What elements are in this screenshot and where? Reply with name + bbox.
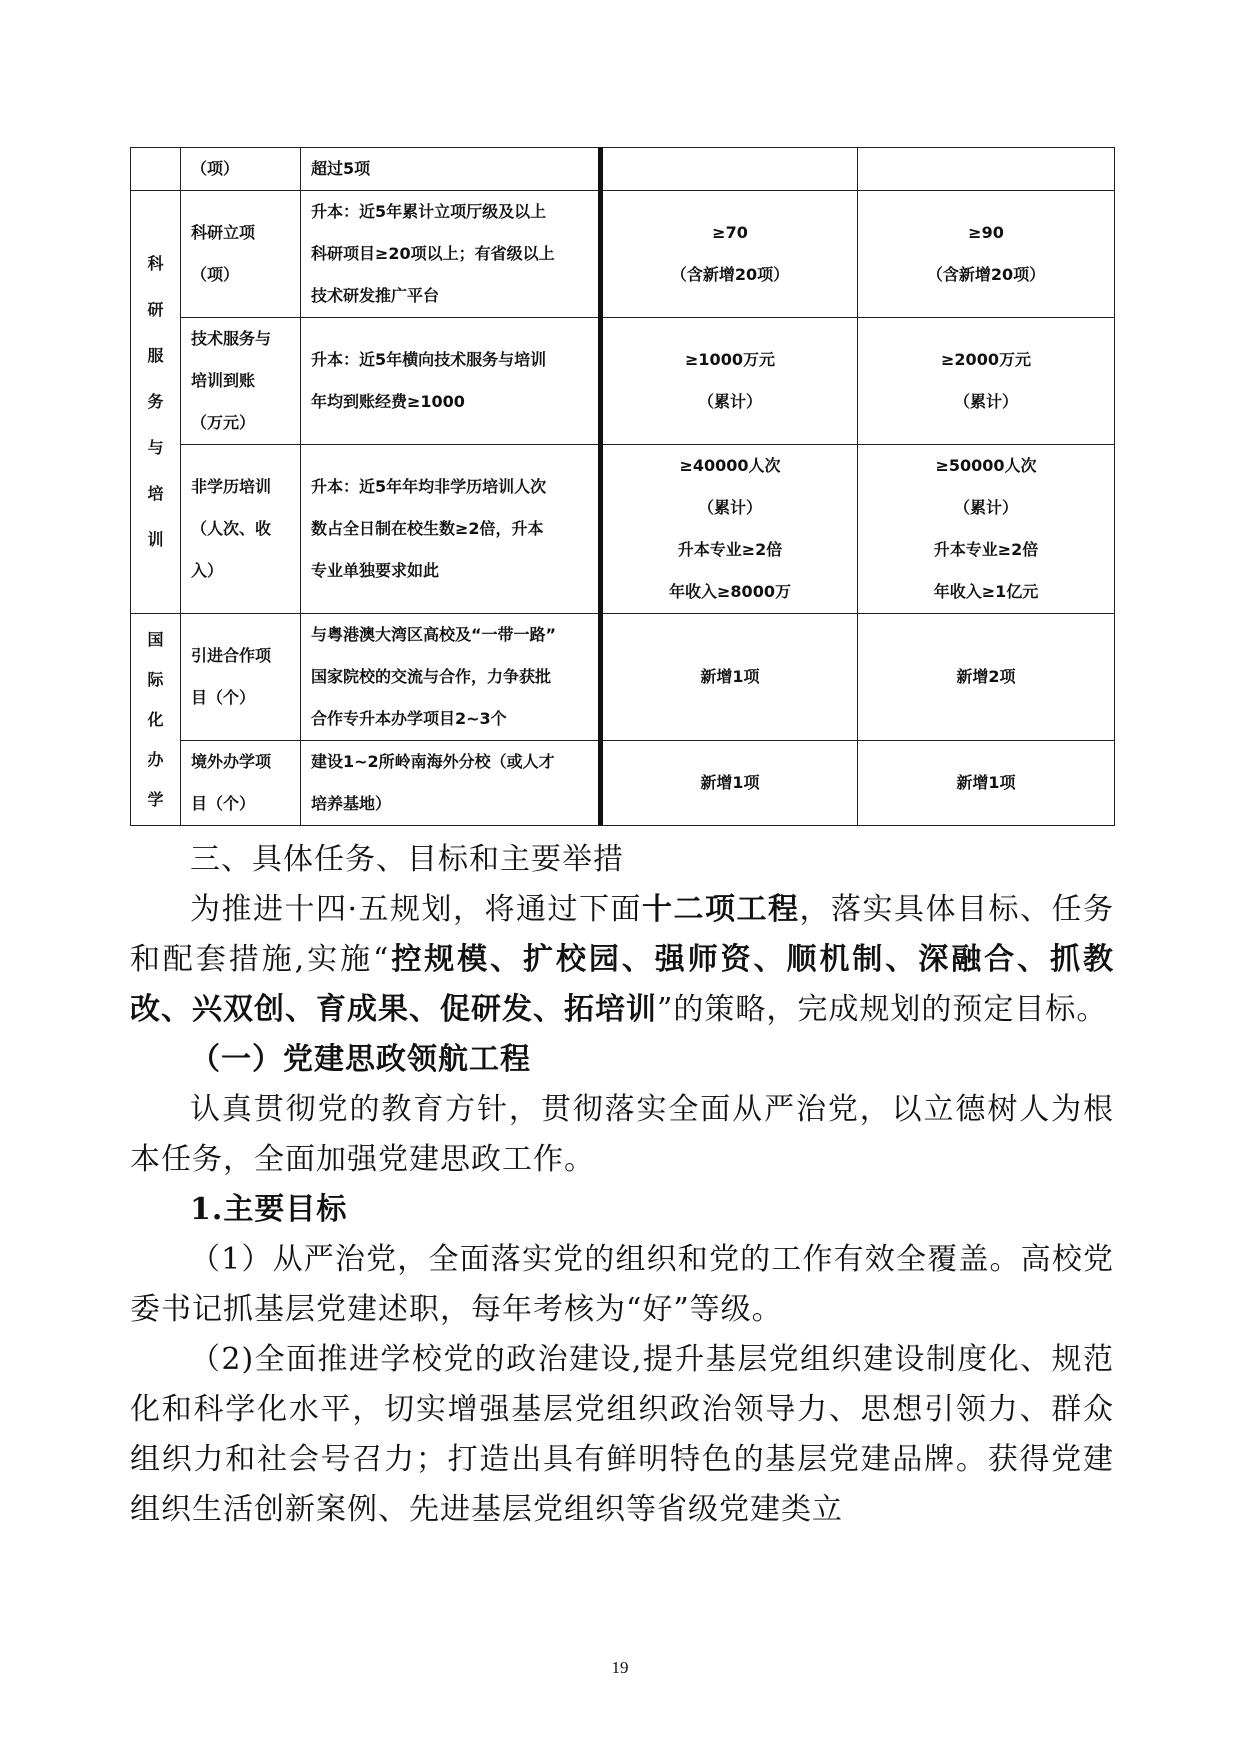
target-cell-1: ≥70 （含新增20项）: [601, 191, 858, 318]
table-row: [131, 741, 1115, 826]
page-number: 19: [611, 1658, 629, 1677]
subsection-title: （一）党建思政领航工程: [190, 1042, 531, 1077]
goal-paragraph-1: （1）从严治党，全面落实党的组织和党的工作有效全覆盖。高校党委书记抓基层党建述职，每年考核为“好”等级。: [130, 1242, 1114, 1327]
category-cell: [131, 148, 181, 191]
target-cell-1: 新增1项: [601, 741, 858, 826]
item-cell: （项）: [181, 148, 301, 191]
item-cell: 技术服务与 培训到账 （万元）: [181, 318, 301, 445]
target-cell-2: ≥90 （含新增20项）: [858, 191, 1115, 318]
table-row: [131, 445, 1115, 614]
target-cell-1: 新增1项: [601, 614, 858, 741]
target-cell-2: 新增2项: [858, 614, 1115, 741]
standard-cell: 升本：近5年横向技术服务与培训 年均到账经费≥1000: [301, 318, 601, 445]
target-cell-1: ≥40000人次 （累计） 升本专业≥2倍 年收入≥8000万: [601, 445, 858, 614]
item-cell: 引进合作项 目（个）: [181, 614, 301, 741]
target-cell-2: 新增1项: [858, 741, 1115, 826]
intro-paragraph: 为推进十四·五规划，将通过下面十二项工程，落实具体目标、任务和配套措施,实施“控规模、扩校园、强师资、顺机制、深融合、抓教改、兴双创、育成果、促研发、拓培训”的策略，完成规划的预定目标。: [130, 892, 1115, 1027]
standard-cell: 与粤港澳大湾区高校及“一带一路” 国家院校的交流与合作，力争获批 合作专升本办学项目2~3个: [301, 614, 601, 741]
target-cell-2: ≥2000万元 （累计）: [858, 318, 1115, 445]
goal-paragraph-2: （2)全面推进学校党的政治建设,提升基层党组织建设制度化、规范化和科学化水平，切实增强基层党组织政治领导力、思想引领力、群众组织力和社会号召力；打造出具有鲜明特色的基层党建品牌。获得党建组织生活创新案例、先进基层党组织等省级党建类立: [130, 1342, 1114, 1527]
standard-cell: 超过5项: [301, 148, 601, 191]
table-body: [131, 148, 1115, 826]
item-cell: 非学历培训 （人次、收 入）: [181, 445, 301, 614]
standard-cell: 建设1~2所岭南海外分校（或人才 培养基地）: [301, 741, 601, 826]
target-cell-2: ≥50000人次 （累计） 升本专业≥2倍 年收入≥1亿元: [858, 445, 1115, 614]
standard-cell: 升本：近5年年均非学历培训人次 数占全日制在校生数≥2倍，升本 专业单独要求如此: [301, 445, 601, 614]
table-row: [131, 614, 1115, 741]
section-title: 三、具体任务、目标和主要举措: [190, 842, 624, 877]
target-cell-1: [601, 148, 858, 191]
target-cell-2: [858, 148, 1115, 191]
item-cell: 科研立项 （项）: [181, 191, 301, 318]
table-row: [131, 318, 1115, 445]
target-cell-1: ≥1000万元 （累计）: [601, 318, 858, 445]
goal-title: 1.主要目标: [190, 1192, 348, 1227]
subsection-paragraph: 认真贯彻党的教育方针，贯彻落实全面从严治党，以立德树人为根本任务，全面加强党建思政工作。: [130, 1092, 1114, 1177]
item-cell: 境外办学项 目（个）: [181, 741, 301, 826]
standard-cell: 升本：近5年累计立项厅级及以上 科研项目≥20项以上；有省级以上 技术研发推广平台: [301, 191, 601, 318]
table-row: [131, 191, 1115, 318]
table-row: [131, 148, 1115, 191]
category-cell: 科 研 服 务 与 培 训: [131, 191, 181, 614]
category-cell: 国 际 化 办 学: [131, 614, 181, 826]
indicator-table: [130, 147, 1115, 826]
body-text: [130, 835, 1114, 1535]
